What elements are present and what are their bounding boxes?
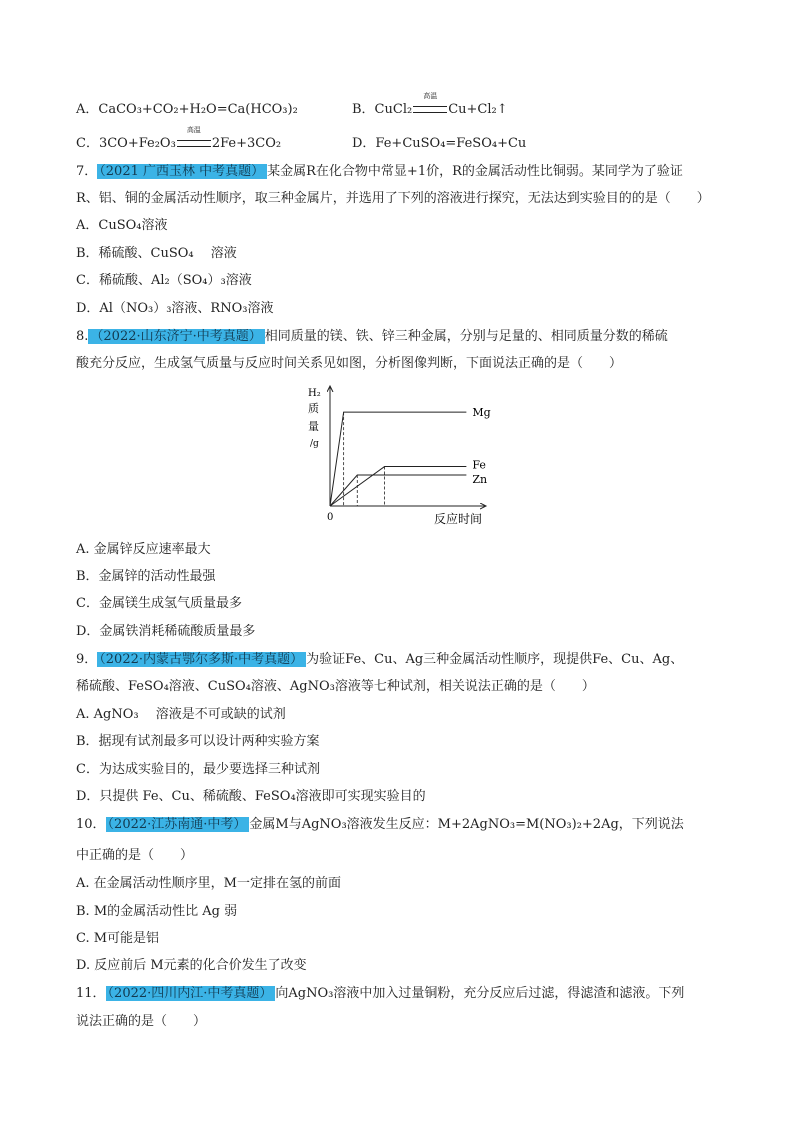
question-text: 金属M与AgNO₃溶液发生反应：M+2AgNO₃=M(NO₃)₂+2Ag，下列说法	[249, 817, 684, 832]
y-label-line: 量	[308, 420, 319, 433]
source-tag: （2022·内蒙古鄂尔多斯·中考真题）	[97, 652, 306, 667]
q7-stem-line1	[76, 163, 683, 181]
q9-option-d: D．只提供 Fe、Cu、稀硫酸、FeSO₄溶液即可实现实验目的	[76, 789, 426, 804]
source-tag: （2022·山东济宁·中考真题）	[88, 329, 264, 344]
q9-option-a: A. AgNO₃ 溶液是不可或缺的试剂	[76, 707, 286, 722]
q6-option-c-prefix: C．3CO+Fe₂O₃	[76, 136, 176, 151]
y-label-line: H₂	[308, 388, 321, 399]
question-text: 某金属R在化合物中常显+1价，R的金属活动性比铜弱。某同学为了验证	[267, 164, 683, 179]
q10-option-b: B. M的金属活动性比 Ag 弱	[76, 904, 238, 919]
x-axis-label: 反应时间	[434, 512, 483, 526]
series-line-mg	[330, 412, 466, 506]
q6-option-b	[352, 92, 508, 119]
q9-stem-line1	[76, 651, 683, 669]
q7-stem-line2: R、铝、铜的金属活动性顺序，取三种金属片，并选用了下列的溶液进行探究，无法达到实验目的的是（ ）	[76, 191, 710, 206]
q6-option-c	[76, 126, 282, 153]
source-tag: （2022·四川内江·中考真题）	[106, 986, 276, 1001]
q7-option-c: C．稀硫酸、Al₂（SO₄）₃溶液	[76, 273, 252, 288]
q10-option-d: D. 反应前后 M元素的化合价发生了改变	[76, 958, 307, 973]
question-text: 为验证Fe、Cu、Ag三种金属活动性顺序，现提供Fe、Cu、Ag、	[306, 652, 684, 667]
condition-label: 高温	[423, 92, 438, 100]
question-number: 10．	[76, 817, 106, 832]
series-line-zn	[330, 475, 466, 506]
series-label-fe: Fe	[472, 458, 486, 472]
series-label-zn: Zn	[472, 473, 488, 487]
q8-stem-line1	[76, 328, 668, 346]
q7-option-b: B．稀硫酸、CuSO₄ 溶液	[76, 246, 237, 261]
y-label-line: 质	[308, 402, 319, 415]
q11-stem-line1	[76, 985, 684, 1003]
q7-option-d: D．Al（NO₃）₃溶液、RNO₃溶液	[76, 301, 274, 316]
q8-option-b: B．金属锌的活动性最强	[76, 569, 216, 584]
q10-option-c: C. M可能是铝	[76, 931, 160, 946]
high-temp-equals	[176, 126, 212, 153]
q9-option-b: B．据现有试剂最多可以设计两种实验方案	[76, 734, 320, 749]
question-number: 8.	[76, 329, 89, 344]
q10-option-a: A. 在金属活动性顺序里，M一定排在氢的前面	[76, 876, 341, 891]
q9-stem-line2: 稀硫酸、FeSO₄溶液、CuSO₄溶液、AgNO₃溶液等七种试剂，相关说法正确的是（ ）	[76, 679, 595, 694]
q7-option-a: A．CuSO₄溶液	[76, 218, 168, 233]
q8-option-c: C．金属镁生成氢气质量最多	[76, 596, 242, 611]
y-label-line: /g	[310, 439, 319, 449]
q6-option-b-suffix: Cu+Cl₂↑	[448, 102, 508, 117]
origin-label: 0	[327, 512, 334, 523]
q10-stem-line1	[76, 816, 684, 834]
q10-stem-line2: 中正确的是（ ）	[76, 848, 194, 863]
source-tag: （2021 广西玉林 中考真题）	[97, 164, 267, 179]
q11-stem-line2: 说法正确的是（ ）	[76, 1014, 207, 1029]
question-number: 7．	[76, 164, 98, 179]
hydrogen-mass-chart	[300, 382, 500, 532]
question-text: 向AgNO₃溶液中加入过量铜粉，充分反应后过滤，得滤渣和滤液。下列	[275, 986, 685, 1001]
q8-option-d: D．金属铁消耗稀硫酸质量最多	[76, 624, 256, 639]
q6-option-a: A．CaCO₃+CO₂+H₂O=Ca(HCO₃)₂	[76, 102, 298, 117]
q8-stem-line2: 酸充分反应，生成氢气质量与反应时间关系见如图，分析图像判断，下面说法正确的是（ ）	[76, 356, 623, 371]
question-number: 11．	[76, 986, 106, 1001]
question-text: 相同质量的镁、铁、锌三种金属，分别与足量的、相同质量分数的稀硫	[264, 329, 668, 344]
source-tag: （2022·江苏南通·中考）	[106, 817, 250, 832]
q8-option-a: A. 金属锌反应速率最大	[76, 542, 211, 557]
q9-option-c: C．为达成实验目的，最少要选择三种试剂	[76, 762, 320, 777]
series-line-fe	[330, 467, 466, 506]
q6-option-d: D．Fe+CuSO₄=FeSO₄+Cu	[352, 136, 527, 151]
question-number: 9．	[76, 652, 98, 667]
q6-option-b-prefix: B．CuCl₂	[352, 102, 413, 117]
q6-option-c-suffix: 2Fe+3CO₂	[211, 136, 282, 151]
condition-label: 高温	[186, 126, 201, 134]
high-temp-equals	[412, 92, 448, 119]
series-label-mg: Mg	[472, 406, 491, 420]
